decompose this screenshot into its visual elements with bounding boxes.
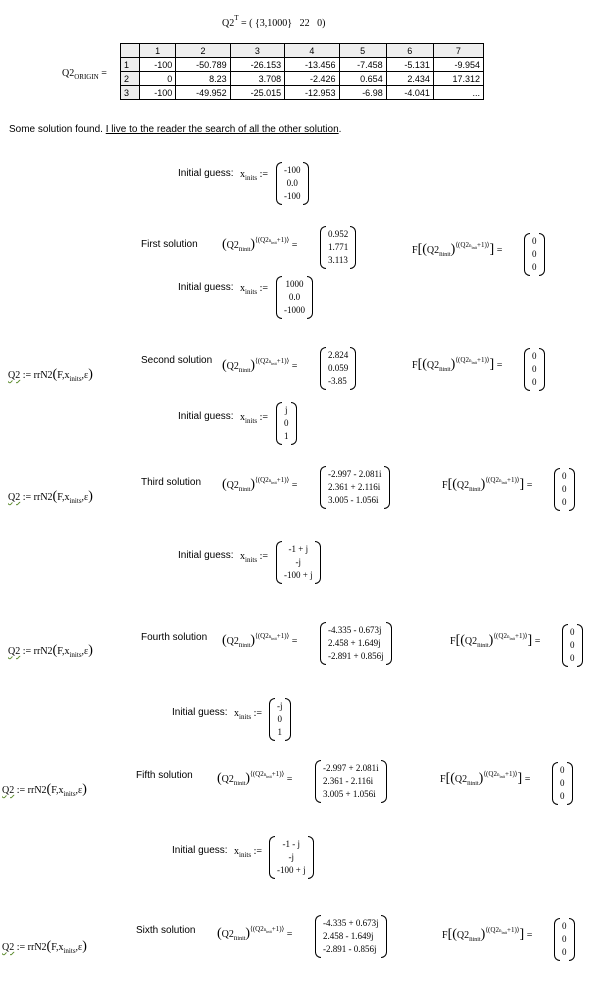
intro-text: Some solution found. I live to the reader the search of all the other solution. xyxy=(9,124,342,135)
residual-vector xyxy=(524,348,545,391)
initial-guess-vector xyxy=(269,698,297,741)
matrix-cell: 0.0 xyxy=(288,292,301,302)
matrix-cell: 0 xyxy=(532,236,537,246)
right-paren xyxy=(303,162,309,205)
initial-guess-label: Initial guess: xyxy=(172,707,228,718)
matrix-cell: 0 xyxy=(532,351,537,361)
intro-link[interactable]: I live to the reader the search of all the other solution xyxy=(105,124,339,135)
table-row: 1 -100 -50.789 -26.153 -13.456 -7.458 -5.131 -9.954 xyxy=(121,58,484,72)
initial-guess-vector xyxy=(276,276,313,319)
solution-label: First solution xyxy=(141,239,198,250)
right-paren xyxy=(386,622,392,665)
matrix-cell: 2.361 + 2.116i xyxy=(328,482,381,492)
residual-expression: $F[(Q2_{ninit})^{⟨(Q2n_{init}+1)⟩}]$ = xyxy=(412,356,503,373)
right-paren xyxy=(285,698,291,741)
right-paren xyxy=(539,348,545,391)
matrix-cell: -j xyxy=(295,557,302,567)
initial-guess-vector xyxy=(276,162,309,205)
right-paren xyxy=(567,762,573,805)
matrix-cell: -100 + j xyxy=(284,570,313,580)
solution-expression: $(Q2_{ninit})^{⟨(Q2n_{init}+1)⟩}$ = xyxy=(222,357,298,374)
matrix-cell: 0 xyxy=(570,653,575,663)
xinits-assign: $x_{inits}$ := xyxy=(240,283,268,296)
xinits-assign: $x_{inits}$ := xyxy=(234,708,262,721)
matrix-cell: -j xyxy=(288,852,295,862)
right-paren xyxy=(539,233,545,276)
origin-table xyxy=(120,43,484,100)
initial-guess-label: Initial guess: xyxy=(178,282,234,293)
q2-assignment: Q2 := $rrN2(F,x_{inits},\varepsilon)$ xyxy=(2,939,87,955)
residual-vector xyxy=(554,918,575,961)
matrix-cell: 1 xyxy=(284,431,289,441)
matrix-cell: -1 - j xyxy=(282,839,301,849)
matrix-cell: 0.0 xyxy=(286,178,298,188)
matrix-cell: 2.458 + 1.649j xyxy=(328,638,381,648)
matrix-cell: -j xyxy=(277,701,283,711)
matrix-cell: 2.824 xyxy=(328,350,349,360)
right-paren xyxy=(577,624,583,667)
matrix-cell: 1 xyxy=(277,727,282,737)
matrix-cell: -2.997 - 2.081i xyxy=(328,469,382,479)
matrix-cell: -100 xyxy=(284,191,301,201)
column-header: 7 xyxy=(433,44,483,58)
matrix-cell: -2.891 + 0.856j xyxy=(328,651,384,661)
solution-vector xyxy=(315,915,387,958)
q2-assignment: Q2 := $rrN2(F,x_{inits},\varepsilon)$ xyxy=(8,367,93,383)
matrix-cell: -4.335 - 0.673j xyxy=(328,625,382,635)
xinits-assign: $x_{inits}$ := xyxy=(240,551,268,564)
right-paren xyxy=(384,466,390,509)
right-paren xyxy=(381,760,387,803)
column-header: 1 xyxy=(140,44,176,58)
residual-expression: $F[(Q2_{ninit})^{⟨(Q2n_{init}+1)⟩}]$ = xyxy=(442,476,533,493)
matrix-cell: -4.335 + 0.673j xyxy=(323,918,379,928)
solution-expression: $(Q2_{ninit})^{⟨(Q2n_{init}+1)⟩}$ = xyxy=(222,236,298,253)
matrix-cell: 2.361 - 2.116i xyxy=(323,776,374,786)
origin-label: $Q2_{ORIGIN}$ = xyxy=(62,68,107,81)
solution-label: Sixth solution xyxy=(136,925,196,936)
solution-vector xyxy=(320,226,356,269)
right-paren xyxy=(307,276,313,319)
right-paren xyxy=(308,836,314,879)
initial-guess-vector xyxy=(276,541,321,584)
matrix-cell: -2.891 - 0.856j xyxy=(323,944,377,954)
solution-label: Fifth solution xyxy=(136,770,193,781)
matrix-cell: j xyxy=(284,405,288,415)
transpose-expression: $Q2^T$ = ( {3,1000} 22 0) xyxy=(222,14,326,29)
solution-vector xyxy=(315,760,387,803)
q2-assignment: Q2 := $rrN2(F,x_{inits},\varepsilon)$ xyxy=(8,489,93,505)
xinits-assign: $x_{inits}$ := xyxy=(240,169,268,182)
table-row: 3 -100 -49.952 -25.015 -12.953 -6.98 -4.041 ... xyxy=(121,86,484,100)
q2-assignment: Q2 := $rrN2(F,x_{inits},\varepsilon)$ xyxy=(8,643,93,659)
matrix-cell: 0 xyxy=(562,497,567,507)
matrix-cell: -1000 xyxy=(284,305,305,315)
xinits-assign: $x_{inits}$ := xyxy=(240,412,268,425)
matrix-cell: 0 xyxy=(560,765,565,775)
matrix-cell: 2.458 - 1.649j xyxy=(323,931,374,941)
matrix-cell: 0 xyxy=(562,947,567,957)
residual-expression: $F[(Q2_{ninit})^{⟨(Q2n_{init}+1)⟩}]$ = xyxy=(412,241,503,258)
column-header: 2 xyxy=(176,44,230,58)
solution-vector xyxy=(320,466,390,509)
matrix-cell: 1000 xyxy=(285,279,304,289)
right-paren xyxy=(569,918,575,961)
initial-guess-label: Initial guess: xyxy=(178,550,234,561)
residual-expression: $F[(Q2_{ninit})^{⟨(Q2n_{init}+1)⟩}]$ = xyxy=(442,926,533,943)
matrix-cell: 3.005 + 1.056i xyxy=(323,789,376,799)
right-paren xyxy=(315,541,321,584)
residual-expression: $F[(Q2_{ninit})^{⟨(Q2n_{init}+1)⟩}]$ = xyxy=(440,770,531,787)
matrix-cell: 0.059 xyxy=(328,363,349,373)
residual-vector xyxy=(562,624,583,667)
matrix-cell: 0 xyxy=(562,471,567,481)
initial-guess-label: Initial guess: xyxy=(178,411,234,422)
matrix-cell: -3.85 xyxy=(328,376,347,386)
matrix-cell: 1.771 xyxy=(328,242,349,252)
residual-vector xyxy=(554,468,575,511)
matrix-cell: -100 xyxy=(284,165,301,175)
matrix-cell: 3.113 xyxy=(328,255,348,265)
matrix-cell: -100 + j xyxy=(277,865,306,875)
solution-label: Fourth solution xyxy=(141,632,208,643)
table-header-row xyxy=(121,44,484,58)
initial-guess-vector xyxy=(276,402,304,445)
matrix-cell: 0 xyxy=(532,249,537,259)
solution-expression: $(Q2_{ninit})^{⟨(Q2n_{init}+1)⟩}$ = xyxy=(217,925,293,942)
initial-guess-label: Initial guess: xyxy=(178,168,234,179)
solution-expression: $(Q2_{ninit})^{⟨(Q2n_{init}+1)⟩}$ = xyxy=(217,770,293,787)
solution-label: Third solution xyxy=(141,477,202,488)
xinits-assign: $x_{inits}$ := xyxy=(234,846,262,859)
matrix-cell: 0 xyxy=(562,921,567,931)
right-paren xyxy=(381,915,387,958)
matrix-cell: 0 xyxy=(570,640,575,650)
right-paren xyxy=(350,347,356,390)
q2-assignment: Q2 := $rrN2(F,x_{inits},\varepsilon)$ xyxy=(2,782,87,798)
table-row: 2 0 8.23 3.708 -2.426 0.654 2.434 17.312 xyxy=(121,72,484,86)
solution-expression: $(Q2_{ninit})^{⟨(Q2n_{init}+1)⟩}$ = xyxy=(222,632,298,649)
initial-guess-vector xyxy=(269,836,314,879)
matrix-cell: 0 xyxy=(284,418,289,428)
matrix-cell: 3.005 - 1.056i xyxy=(328,495,379,505)
matrix-cell: 0 xyxy=(560,791,565,801)
column-header: 4 xyxy=(285,44,339,58)
matrix-cell: 0 xyxy=(532,262,537,272)
column-header: 3 xyxy=(230,44,284,58)
residual-expression: $F[(Q2_{ninit})^{⟨(Q2n_{init}+1)⟩}]$ = xyxy=(450,632,541,649)
residual-vector xyxy=(552,762,573,805)
column-header: 6 xyxy=(386,44,433,58)
column-header: 5 xyxy=(339,44,386,58)
initial-guess-label: Initial guess: xyxy=(172,845,228,856)
solution-vector xyxy=(320,347,356,390)
matrix-cell: -1 + j xyxy=(288,544,309,554)
matrix-cell: 0 xyxy=(532,377,537,387)
matrix-cell: 0 xyxy=(562,484,567,494)
matrix-cell: 0 xyxy=(560,778,565,788)
right-paren xyxy=(291,402,297,445)
right-paren xyxy=(350,226,356,269)
solution-vector xyxy=(320,622,392,665)
solution-label: Second solution xyxy=(141,355,213,366)
residual-vector xyxy=(524,233,545,276)
matrix-cell: 0 xyxy=(562,934,567,944)
matrix-cell: 0 xyxy=(277,714,282,724)
right-paren xyxy=(569,468,575,511)
matrix-cell: 0 xyxy=(532,364,537,374)
solution-expression: $(Q2_{ninit})^{⟨(Q2n_{init}+1)⟩}$ = xyxy=(222,476,298,493)
matrix-cell: -2.997 + 2.081i xyxy=(323,763,379,773)
matrix-cell: 0 xyxy=(570,627,575,637)
matrix-cell: 0.952 xyxy=(328,229,349,239)
